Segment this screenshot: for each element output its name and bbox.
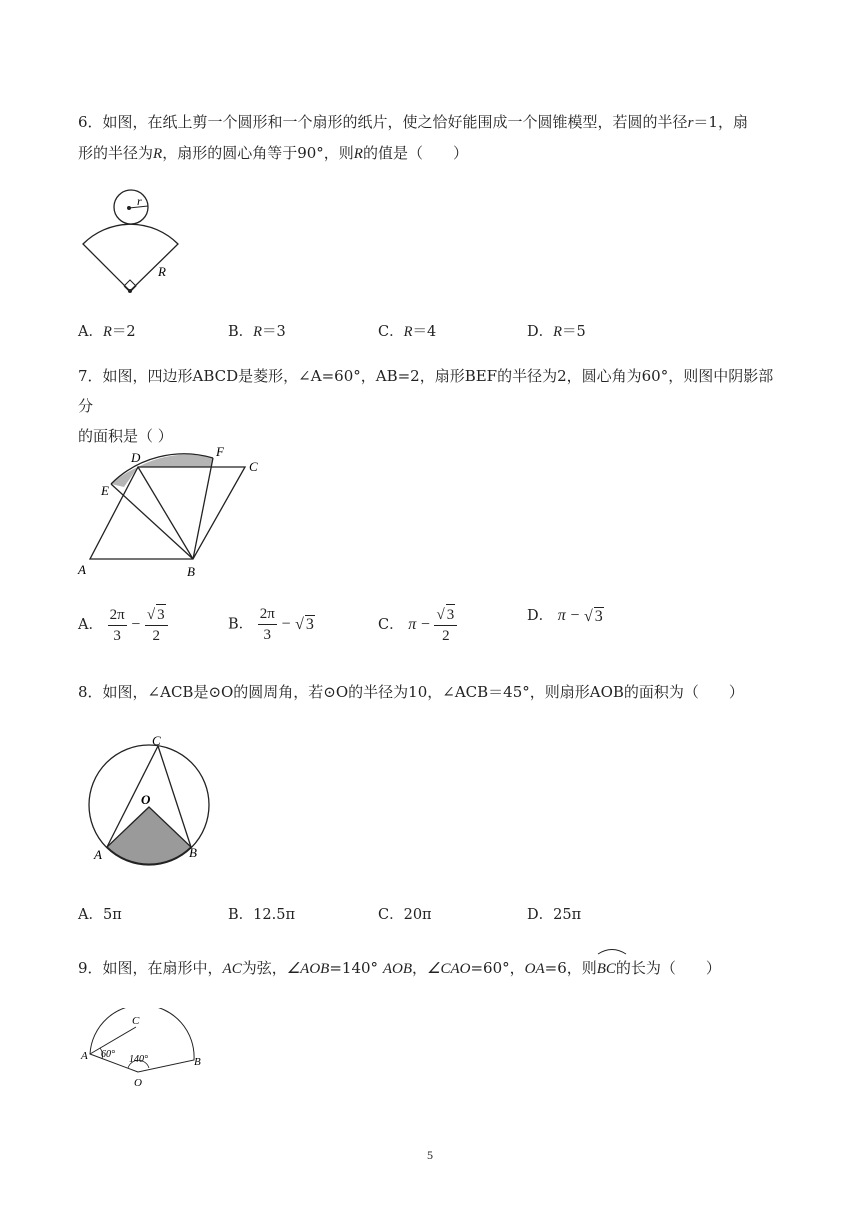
q7-radius-bf	[193, 458, 213, 559]
q7-label-F: F	[216, 444, 224, 459]
q7-label-A: A	[78, 562, 86, 577]
question-8	[78, 677, 784, 707]
q7-shade-left	[111, 467, 138, 487]
q7-label-B: B	[187, 564, 195, 579]
q7-radius-be	[111, 484, 193, 559]
question-9	[78, 953, 784, 984]
q8-option-a[interactable]: A．5π	[78, 907, 122, 923]
q7-option-c[interactable]: C． π − $\frac{√ 3}{2}$	[378, 604, 457, 646]
q7-line-1: 7．如图，四边形ABCD是菱形，∠A=60°，AB=2，扇形BEF的半径为2，圆心角为60°，则图中阴影部分	[78, 367, 774, 415]
q7-option-a[interactable]: A． $\frac{2\pi}{3}$ − $\frac{√ 3}{2}$	[78, 604, 168, 646]
q8-option-b[interactable]: B．12.5π	[228, 907, 295, 923]
q7-label-E: E	[101, 483, 109, 498]
q6-option-c[interactable]: C．R＝4	[378, 324, 437, 340]
q7-label-C: C	[249, 459, 258, 474]
q9-label-60: 60°	[101, 1049, 115, 1060]
q7-rhombus	[90, 467, 245, 559]
q9-label-140: 140°	[129, 1054, 148, 1065]
q9-label-C: C	[132, 1015, 140, 1027]
q6-line-2: 形的半径为R，扇形的圆心角等于90°，则R的值是（ ）	[78, 144, 468, 162]
q9-label-O: O	[134, 1077, 142, 1089]
q8-label-C: C	[152, 733, 161, 748]
q9-arc-bc: BC	[597, 953, 616, 984]
q7-option-d[interactable]: D． π − √ 3	[527, 607, 603, 625]
q9-arc-symbol	[597, 947, 627, 955]
q9-figure-sector	[78, 1008, 208, 1090]
q7-label-D: D	[131, 450, 141, 465]
page-number: 5	[427, 1148, 433, 1162]
q6-sector-center	[128, 289, 132, 293]
q6-figure-cone-net	[78, 183, 188, 298]
q8-figure-circle	[80, 732, 215, 867]
q8-label-O: O	[141, 792, 151, 807]
q6-option-b[interactable]: B．R＝3	[228, 324, 286, 340]
q7-diagonal-bd	[138, 467, 193, 559]
q8-label-B: B	[189, 845, 197, 860]
q7-option-b[interactable]: B． $\frac{2\pi}{3}$ − √ 3	[228, 606, 314, 643]
q6-label-R: R	[158, 264, 166, 279]
q6-line-1: 6．如图，在纸上剪一个圆形和一个扇形的纸片，使之恰好能围成一个圆锥模型，若圆的半径r＝1，扇	[78, 113, 748, 131]
q8-label-A: A	[94, 847, 102, 862]
q9-label-A: A	[81, 1050, 88, 1062]
question-6	[78, 107, 784, 169]
q6-label-r: r	[137, 194, 142, 208]
q8-option-d[interactable]: D．25π	[527, 907, 582, 923]
q9-line-1: 9．如图，在扇形中，AC为弦，∠AOB=140° AOB，∠CAO=60°，OA=6，则 BC的长为（ ）	[78, 953, 784, 984]
q7-shade-top	[138, 455, 213, 467]
q8-sector-aob-shaded	[107, 807, 191, 864]
q6-option-a[interactable]: A．R＝2	[78, 324, 136, 340]
q7-figure-rhombus	[76, 440, 276, 580]
q8-line-1: 8．如图，∠ACB是⊙O的圆周角，若⊙O的半径为10，∠ACB＝45°，则扇形AOB的面积为（ ）	[78, 683, 744, 701]
q6-option-d[interactable]: D．R＝5	[527, 324, 586, 340]
q8-option-c[interactable]: C．20π	[378, 907, 432, 923]
question-7	[78, 361, 784, 451]
q9-label-B: B	[194, 1056, 201, 1068]
q7-line-2: 的面积是（ ）	[78, 427, 173, 445]
